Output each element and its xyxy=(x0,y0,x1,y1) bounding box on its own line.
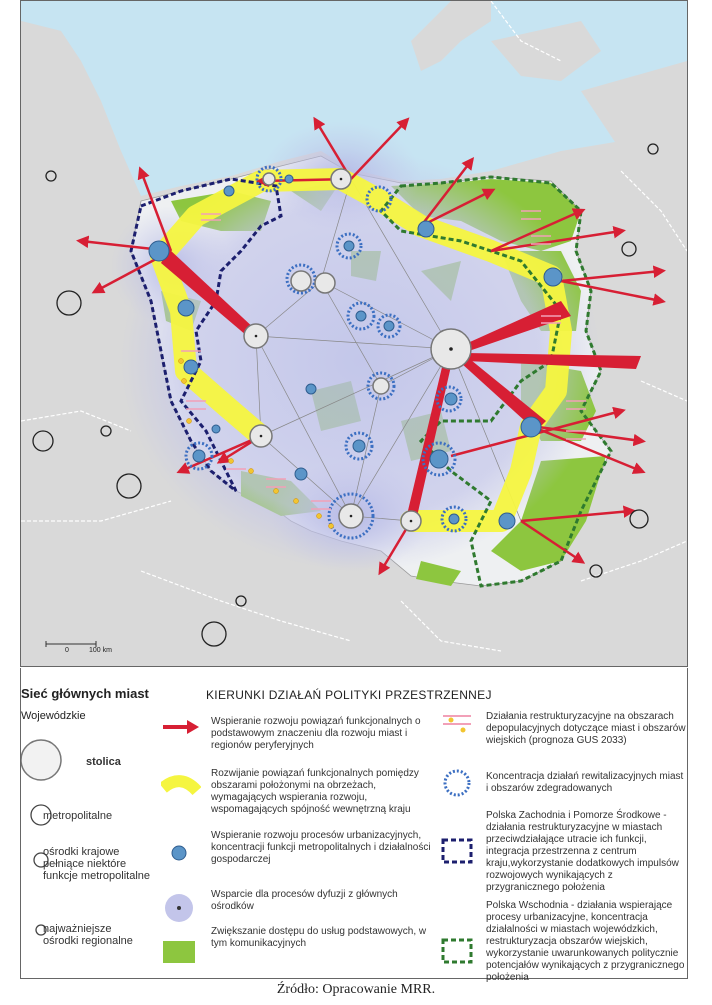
voivodeship-label: Wojewódzkie xyxy=(21,710,86,722)
blue-dot-icon xyxy=(172,846,186,860)
map-canvas xyxy=(21,1,687,666)
policy-item-services: Zwiększanie dostępu do usług podstawowych, w tym komunikacyjnych xyxy=(211,926,427,949)
policy-item-west: Polska Zachodnia i Pomorze Środkowe - działania restrukturyzacyjne w miastach przeciwdziałające utracie ich funkcji, integracja przestrzenna z centrum kraju,wykorzystanie dodatkowych impulsów rozwojowych wynikających z przygranicznego położenia xyxy=(486,810,679,893)
legend xyxy=(20,668,688,983)
city-type-capital: stolica xyxy=(86,756,121,768)
green-dashed-square-icon xyxy=(443,940,471,962)
pink-lines-icon xyxy=(443,716,471,733)
city-type-national: ośrodki krajowe pełniące niektóre funkcje metropolitalne xyxy=(43,846,151,882)
red-arrow-icon xyxy=(187,720,199,734)
green-area-icon xyxy=(163,941,195,963)
policy-map xyxy=(20,0,688,667)
policy-item-arrows: Wspieranie rozwoju powiązań funkcjonalnych o podstawowym znaczeniu dla rozwoju miast i regionów peryferyjnych xyxy=(211,716,421,751)
policy-symbols-left xyxy=(161,713,201,973)
yellow-band-icon xyxy=(163,781,197,791)
policy-item-urbanization: Wspieranie rozwoju procesów urbanizacyjnych, koncentracji funkcji metropolitalnych i działalności gospodarczej xyxy=(211,830,431,865)
policy-item-depopulation: Działania restrukturyzacyjne na obszarach depopulacyjnych dotyczące miast i obszarów wiejskich (prognoza GUS 2033) xyxy=(486,711,686,746)
city-type-regional: najważniejsze ośrodki regionalne xyxy=(43,923,133,947)
capital-symbol-icon xyxy=(21,740,61,780)
policy-title: KIERUNKI DZIAŁAŃ POLITYKI PRZESTRZENNEJ xyxy=(206,688,492,702)
source-caption: Źródło: Opracowanie MRR. xyxy=(276,982,436,997)
dotted-ring-icon xyxy=(445,771,469,795)
policy-item-east: Polska Wschodnia - działania wspierające procesy urbanizacyjne, koncentracja działalności w miastach wojewódzkich, restrukturyzacja obszarów wiejskich, wykorzystanie uwarunkowanych politycznie potencjałów wynikających z przygranicznego położenia xyxy=(486,900,685,983)
policy-item-revitalization: Koncentracja działań rewitalizacyjnych miast i obszarów zdegradowanych xyxy=(486,771,684,794)
city-type-metropolitan: metropolitalne xyxy=(43,810,113,822)
policy-item-diffusion: Wsparcie dla procesów dyfuzji z głównych ośrodków xyxy=(211,889,398,912)
city-type-symbols xyxy=(21,730,81,950)
scale-label: 100 km xyxy=(89,647,112,654)
scale-zero-label: 0 xyxy=(65,647,69,654)
policy-item-corridor: Rozwijanie powiązań funkcjonalnych pomiędzy obszarami położonymi na obrzeżach, wymagających wspierania rozwoju, wspomagających spójność wewnętrzną kraju xyxy=(211,768,419,815)
navy-dashed-square-icon xyxy=(443,840,471,862)
policy-symbols-right xyxy=(441,708,481,978)
cities-title: Sieć głównych miast xyxy=(21,686,149,701)
